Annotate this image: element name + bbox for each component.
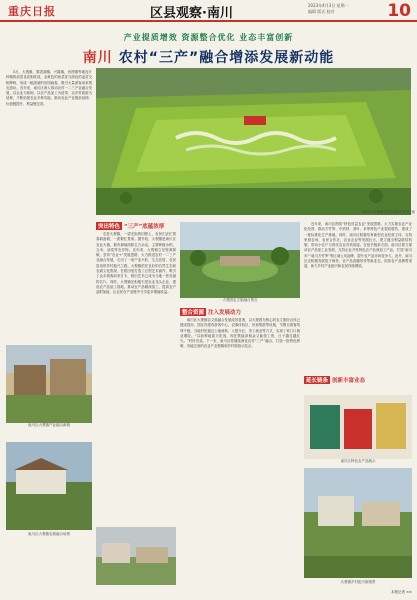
headline-place: 南川 — [82, 50, 113, 66]
caption-left-bottom: 南川区大观镇农旅融合场景 — [28, 532, 70, 536]
caption-right-bottom: 大观镇乡村振兴新图景 — [340, 580, 376, 584]
caption-center-right: 大观园农文旅融合景点 — [222, 298, 258, 302]
newspaper-logo: 重庆日报 — [8, 5, 56, 18]
hero-caption: 南川区大观镇打造的稻田“艺术”画 — [362, 210, 415, 214]
photo-right-mid — [304, 395, 412, 459]
slogan: 产业提质增效 资源整合优化 业态丰富创新 — [123, 33, 294, 42]
photo-left-mid — [6, 345, 92, 423]
article-center — [96, 232, 176, 522]
photo-left-bottom — [6, 442, 92, 530]
hero-photo-rice-field-art — [96, 68, 411, 215]
article-right — [304, 222, 412, 372]
subhead-1-text: “三产”底蕴浓厚 — [124, 224, 165, 230]
subhead-1 — [96, 222, 164, 230]
photo-right-bottom — [304, 468, 412, 578]
header-date: 2023年4月3日 星期一 — [308, 3, 349, 8]
header-meta — [308, 3, 386, 15]
byline: 本报记者 ×× — [391, 590, 412, 594]
article-center-text: 走进大观镇，一望无际的田野上，农民们正忙着春耕备耕，一派繁忙景象。据介绍，大观镇是南川区农业大镇，拥有耕地面积五万余亩，主要种植水稻、玉米、油菜等农作物。近年来，大观镇立足资源禀赋，坚持“农业+”发展思路，大力推进农村一二三产业融合发展，走出了一条产业兴旺、生态宜居、农民富裕的乡村振兴之路。大观镇依托良好的自然生态和农耕文化资源，在稻田里打造了巨型艺术画作，吸引了众多游客前来打卡，稻田艺术已成为当地一张亮丽的名片。同时，大观镇还积极引进农业龙头企业，建设农产品加工基地，推动农产品精深加工，提高农产品附加值，让农民在产业链中分享更多增值收益。 — [96, 232, 176, 295]
article-left-top — [6, 70, 92, 285]
photo-center-bottom — [96, 527, 176, 585]
article-center-right — [180, 318, 300, 588]
subhead-3-text: 创新丰富业态 — [332, 378, 366, 384]
article-left-top-text: 3月，大观镇、黎香湖镇、兴隆镇、河图镇等地连片种植的油菜花竞相绽放，金黄色的油菜花与绿色的麦苗交相辉映，形成一幅美丽的田园画卷，吸引大量游客前来观光游玩。近年来，南川区深入推动农村一二三产业融合发展，以农业为基础，以农产品加工为纽带，以乡村旅游为延伸，不断拓展农业多种功能，推动农业产业链条延伸、价值链提升、利益链完善。 — [6, 70, 92, 106]
section-title: 区县观察·南川 — [150, 6, 233, 21]
headline-title: 农村“三产”融合增添发展新动能 — [118, 50, 335, 66]
article-right-text: 近年来，南川区围绕“特色效益农业”发展思路，大力实施农业产业化经营，推动方竹笋、中药材、茶叶、米等特色产业提质增效，建成了一批标准化生产基地。同时，南川区积极培育新型农业经营主体，支持家庭农场、农民合作社、农业企业等发展壮大，建立健全利益联结机制，带动小农户与现代农业有机衔接。在延长链条方面，南川区着力推动农产品加工业发展，支持企业开发特色农产品深加工产品，打造“南川米”“南川方竹笋”等区域公用品牌，提升农产品市场竞争力。此外，南川区还积极发展电子商务、农产品直播带货等新业态，拓宽农产品销售渠道，助力乡村产业振兴和农民持续增收。 — [304, 222, 412, 269]
subhead-2 — [180, 308, 241, 316]
headline — [0, 47, 417, 67]
subhead-3-tag: 延长链条 — [306, 378, 329, 384]
subhead-2-tag: 整合资源 — [182, 310, 205, 316]
caption-left-mid: 南川区大观镇产业融合新貌 — [28, 423, 70, 427]
subhead-3 — [304, 376, 365, 384]
photo-center-right — [180, 222, 300, 298]
article-center-right-text: 南川区大观镇农文旅融合发展成效显著，以大观园为核心的农文旅综合体已建成投用，园区内建有游客中心、农事体验区、民宿集群等设施，节假日游客络绎不绝。当地村民通过土地流转、入股分红、务工就业等方式，实现了家门口就业增收。“以前种地靠天吃饭，现在既能拿租金又能领工资，日子越过越红火。”村民们说。下一步，南川区将继续深化农村“三产”融合，打造一批特色鲜明、功能完备的农业产业强镇和乡村旅游示范点。 — [180, 318, 300, 349]
caption-right-mid: 南川区特色农产品展示 — [340, 459, 376, 463]
subhead-1-tag: 突出特色 — [98, 224, 121, 230]
masthead — [0, 0, 417, 22]
header-editors: 编辑 版式 校对 — [308, 9, 335, 14]
subhead-2-text: 注入发展动力 — [208, 310, 242, 316]
page-number: 10 — [387, 1, 411, 21]
